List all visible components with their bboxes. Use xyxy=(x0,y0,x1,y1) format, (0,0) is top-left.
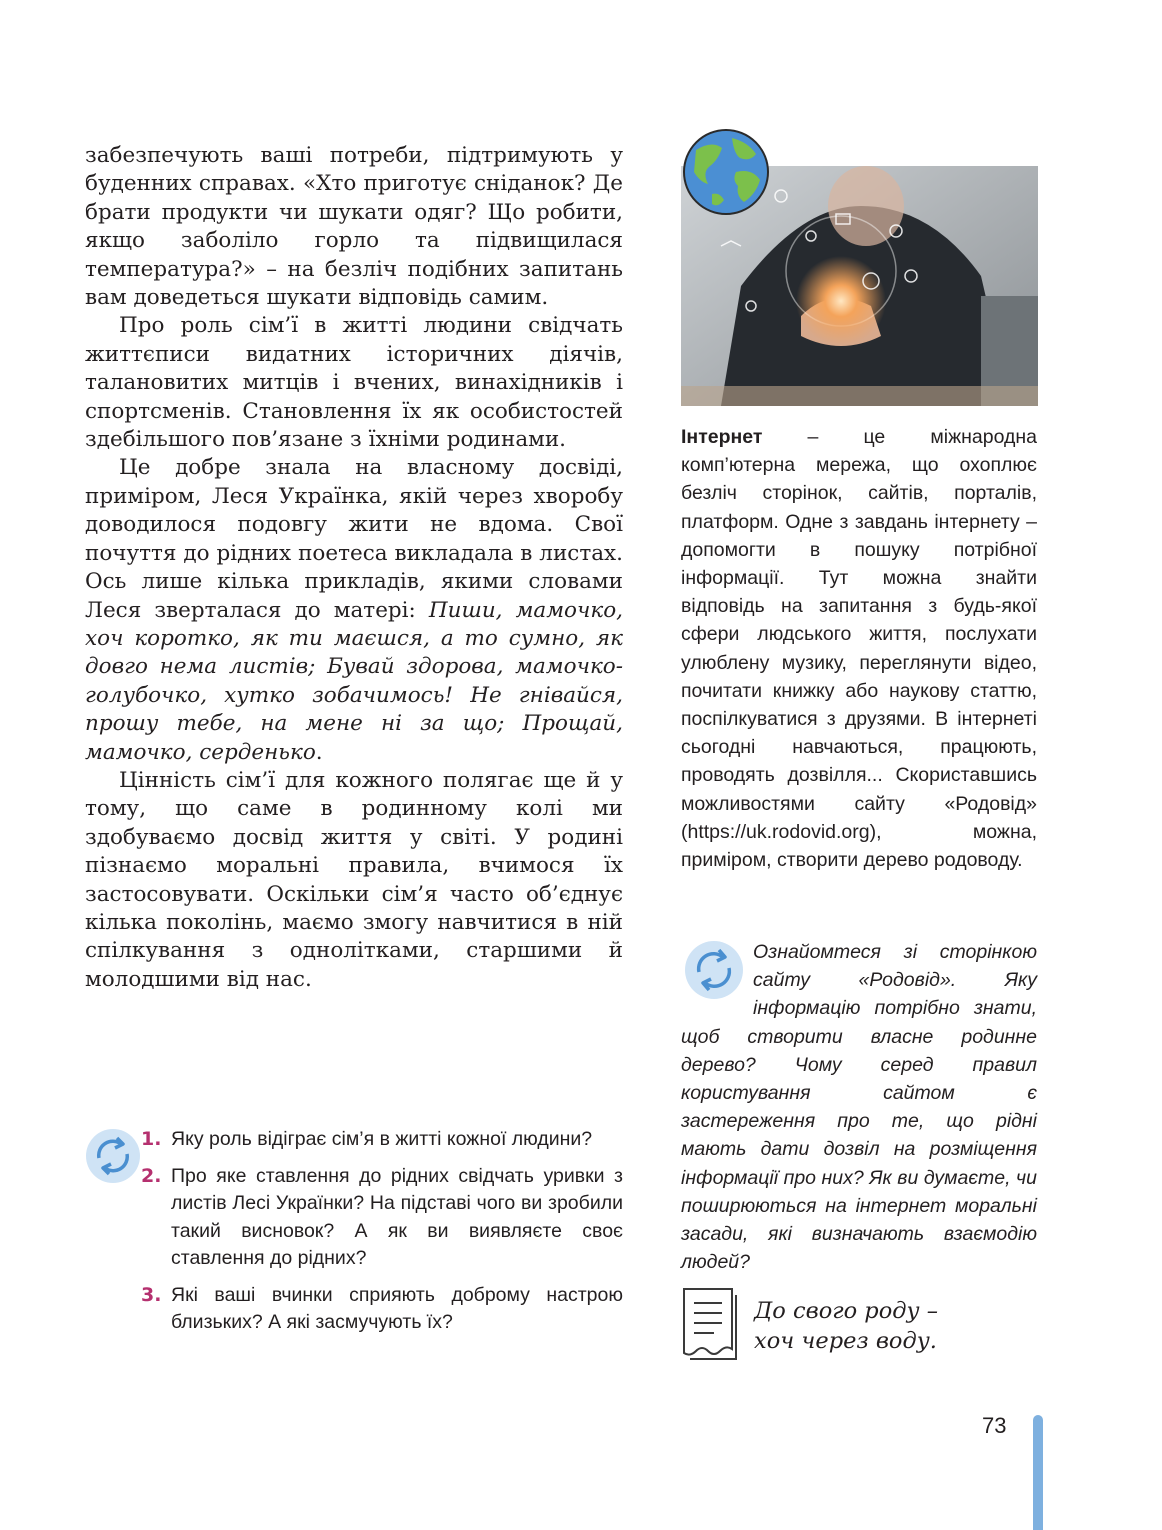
main-text-column xyxy=(85,142,623,994)
page-edge-bar xyxy=(1033,1415,1043,1530)
task-text: Ознайомтеся зі сторінкою сайту «Родовід». Яку інформацію потрібно знати, щоб створити власне родинне дерево? Чому серед правил користування сайтом є застереження про те, що рідні мають дати дозвіл на розміщення інформації про них? Як ви думаєте, чи поширюються на інтернет моральні засади, які визначають взаємодію людей? xyxy=(681,941,1037,1274)
definition-text: – це міжнародна комп’ютерна мережа, що охоплює безліч сторінок, сайтів, порталів, платформ. Одне з завдань інтернету – допомогти в пошуку потрібної інформації. Тут можна знайти відповідь на запитання з будь-якої сфери людського життя, послухати улюблену музику, переглянути відео, почитати книжку або наукову статтю, поспілкуватися з друзями. В інтернеті сьогодні навчаються, працюють, проводять дозвілля... Скориставшись можливостями сайту «Родовід» (https://uk.rodovid.org), можна, приміром, створити дерево родоводу. xyxy=(681,426,1037,872)
questions-list xyxy=(141,1126,623,1346)
question-number: 3. xyxy=(141,1283,162,1306)
question-2 xyxy=(141,1163,623,1273)
question-number: 2. xyxy=(141,1164,162,1187)
paragraph-4: Цінність сім’ї для кожного полягає ще й у тому, що саме в родинному колі ми здобуваємо досвід життя у світі. У родині пізнаємо моральні правила, вчимося їх застосовувати. Оскільки сім’я часто об’єднує кілька поколінь, маємо змогу навчитися в ній спілкування з однолітками, старшими й молодшими від нас. xyxy=(85,767,623,992)
recycle-arrows-icon xyxy=(681,940,747,1000)
paragraph-1: забезпечують ваші потреби, підтримують у буденних справах. «Хто приготує сніданок? Де брати продукти чи шукати одяг? Що робити, якщо заболіло горло та підвищилася температура?» – на безліч подібних запитань вам доведеться шукати відповідь самим. xyxy=(85,143,623,311)
internet-definition xyxy=(681,423,1037,874)
question-1 xyxy=(141,1126,623,1154)
task-block xyxy=(681,938,1037,1276)
question-text: Про яке ставлення до рідних свідчать уривки з листів Лесі Українки? На підставі чого ви зробили такий висновок? А як ви виявляєте своє ставлення до рідних? xyxy=(171,1164,623,1269)
paragraph-3-text: Це добре знала на власному досвіді, приміром, Леся Українка, якій через хворобу доводилося подовгу жити не вдома. Свої почуття до рідних поетеса викладала в листах. Ось лише кілька прикладів, якими словами Леся зверталася до матері: xyxy=(85,455,623,623)
term-internet: Інтернет xyxy=(681,426,763,448)
note-page-icon xyxy=(680,1285,740,1363)
proverb-line-2: хоч через воду. xyxy=(754,1328,937,1354)
paragraph-3 xyxy=(85,454,623,766)
recycle-arrows-icon xyxy=(85,1128,141,1184)
question-3 xyxy=(141,1282,623,1337)
question-number: 1. xyxy=(141,1128,162,1150)
paragraph-2: Про роль сім’ї в житті людини свідчать життєписи видатних історичних діячів, талановитих митців і вчених, винахідників і спортсменів. Становлення їх як особистостей здебільшого пов’язане з їхніми родинами. xyxy=(85,313,623,453)
lesia-quotes: Пиши, мамочко, хоч коротко, як ти маєшся, а то сумно, як довго нема листів; Бувай здорова, мамочко-голубочко, хутко зобачимось! Не гнівайся, прошу тебе, на мене ні за що; Прощай, мамочко, серденько xyxy=(85,597,623,765)
page-number: 73 xyxy=(982,1413,1007,1438)
question-text: Які ваші вчинки сприяють доброму настрою близьких? А які засмучують їх? xyxy=(171,1283,623,1333)
paragraph-3-end: . xyxy=(315,739,323,765)
globe-icon xyxy=(682,128,770,216)
question-text: Яку роль відіграє сім’я в житті кожної людини? xyxy=(171,1128,593,1150)
definition-paragraph xyxy=(681,423,1037,874)
proverb-line-1: До свого роду – xyxy=(754,1298,938,1324)
proverb xyxy=(754,1296,938,1356)
